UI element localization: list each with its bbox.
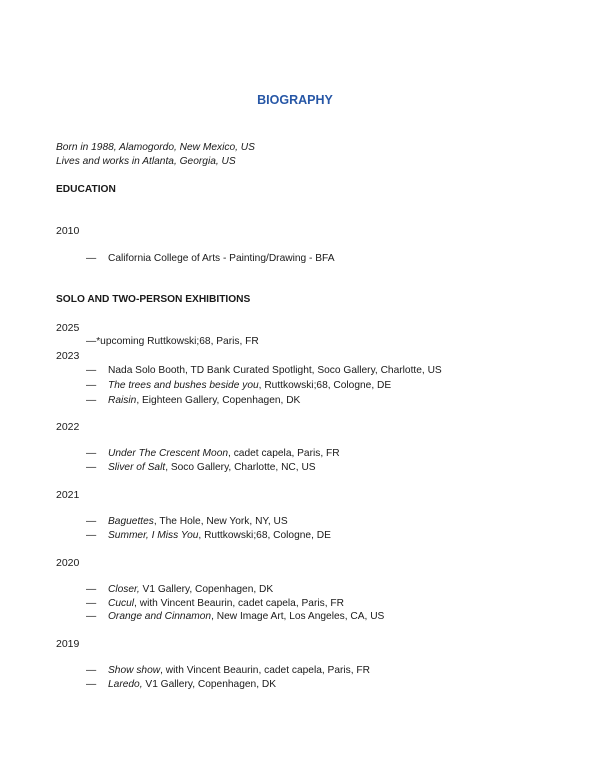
residence-info: Lives and works in Atlanta, Georgia, US bbox=[56, 156, 236, 167]
year-2020: 2020 bbox=[56, 557, 80, 569]
exhibition-title: Under The Crescent Moon bbox=[108, 448, 229, 459]
list-item bbox=[86, 336, 259, 347]
dash: — bbox=[86, 462, 97, 473]
birth-info: Born in 1988, Alamogordo, New Mexico, US bbox=[56, 142, 255, 153]
list-item bbox=[86, 448, 340, 459]
exhibition-title: Baguettes bbox=[108, 516, 154, 527]
dash: — bbox=[86, 584, 97, 595]
dash: — bbox=[86, 336, 97, 347]
exhibition-title: Laredo, bbox=[108, 679, 143, 690]
exhibition-rest: , Soco Gallery, Charlotte, NC, US bbox=[165, 462, 316, 473]
exhibition-rest: , Ruttkowski;68, Cologne, DE bbox=[258, 380, 392, 391]
exhibition-title: Show show bbox=[108, 665, 161, 676]
year-2022: 2022 bbox=[56, 421, 80, 433]
year-2025: 2025 bbox=[56, 322, 80, 334]
list-item bbox=[86, 611, 384, 622]
dash: — bbox=[86, 448, 97, 459]
exhibition-rest: , with Vincent Beaurin, cadet capela, Paris, FR bbox=[160, 665, 371, 676]
dash: — bbox=[86, 395, 97, 406]
education-year: 2010 bbox=[56, 225, 80, 237]
list-item bbox=[86, 530, 331, 541]
exhibitions-heading: SOLO AND TWO-PERSON EXHIBITIONS bbox=[56, 294, 251, 305]
exhibition-rest: , with Vincent Beaurin, cadet capela, Paris, FR bbox=[134, 598, 344, 609]
year-2019: 2019 bbox=[56, 638, 80, 650]
dash: — bbox=[86, 611, 97, 622]
list-item bbox=[86, 584, 273, 595]
exhibition-title: Raisin bbox=[108, 395, 137, 406]
list-item bbox=[86, 598, 344, 609]
dash: — bbox=[86, 380, 97, 391]
list-item bbox=[86, 380, 391, 391]
exhibition-rest: *upcoming Ruttkowski;68, Paris, FR bbox=[96, 336, 259, 347]
exhibition-rest: Nada Solo Booth, TD Bank Curated Spotlight, Soco Gallery, Charlotte, US bbox=[108, 365, 442, 376]
exhibition-rest: V1 Gallery, Copenhagen, DK bbox=[139, 584, 274, 595]
exhibition-title: Orange and Cinnamon bbox=[108, 611, 212, 622]
year-2021: 2021 bbox=[56, 489, 80, 501]
exhibition-title: Cucul bbox=[108, 598, 135, 609]
exhibition-title: Closer, bbox=[108, 584, 140, 595]
dash: — bbox=[86, 665, 97, 676]
dash: — bbox=[86, 679, 97, 690]
list-item bbox=[86, 462, 316, 473]
exhibition-rest: , Eighteen Gallery, Copenhagen, DK bbox=[136, 395, 301, 406]
list-item bbox=[86, 516, 288, 527]
page-title: BIOGRAPHY bbox=[257, 93, 333, 107]
list-item bbox=[86, 253, 335, 264]
exhibition-title: Summer, I Miss You bbox=[108, 530, 199, 541]
dash: — bbox=[86, 365, 97, 376]
exhibition-title: The trees and bushes beside you bbox=[108, 380, 259, 391]
exhibition-rest: , cadet capela, Paris, FR bbox=[228, 448, 340, 459]
dash: — bbox=[86, 530, 97, 541]
dash: — bbox=[86, 253, 97, 264]
education-heading: EDUCATION bbox=[56, 184, 116, 195]
list-item bbox=[86, 665, 370, 676]
education-item: California College of Arts - Painting/Drawing - BFA bbox=[108, 253, 335, 264]
year-2023: 2023 bbox=[56, 350, 80, 362]
exhibition-rest: , The Hole, New York, NY, US bbox=[153, 516, 288, 527]
exhibition-rest: V1 Gallery, Copenhagen, DK bbox=[142, 679, 277, 690]
dash: — bbox=[86, 598, 97, 609]
list-item bbox=[86, 679, 276, 690]
list-item bbox=[86, 395, 300, 406]
exhibition-title: Sliver of Salt bbox=[108, 462, 166, 473]
exhibition-rest: , Ruttkowski;68, Cologne, DE bbox=[198, 530, 331, 541]
dash: — bbox=[86, 516, 97, 527]
exhibition-rest: , New Image Art, Los Angeles, CA, US bbox=[211, 611, 385, 622]
list-item bbox=[86, 365, 442, 376]
